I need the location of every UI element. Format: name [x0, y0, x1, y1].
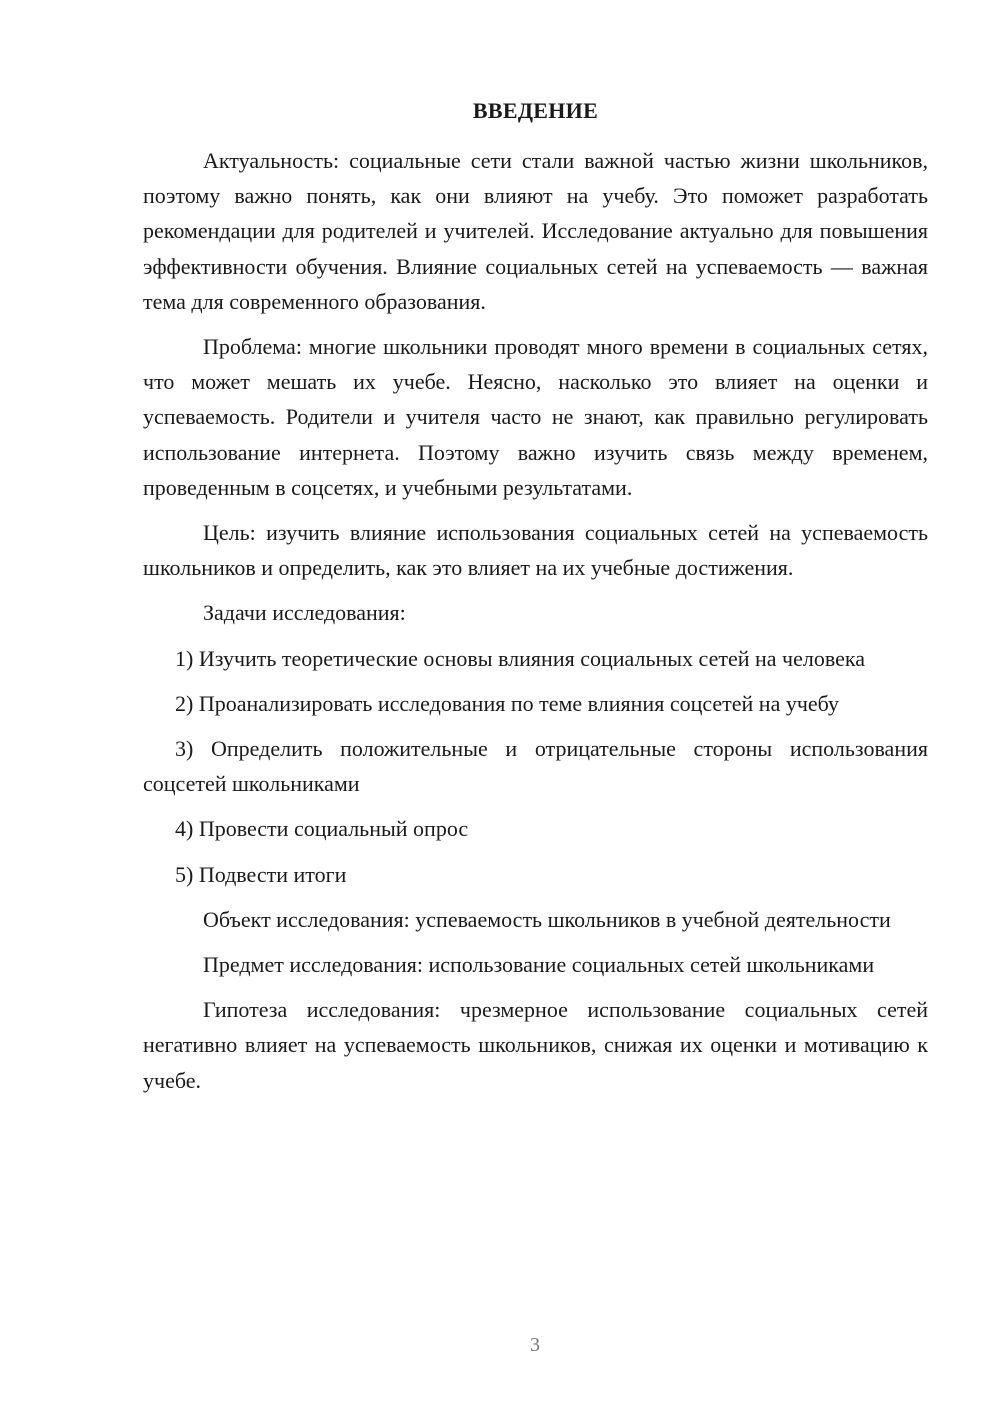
tasks-heading: Задачи исследования: [203, 600, 406, 626]
object-paragraph: Объект исследования: успеваемость школьников в учебной деятельности [203, 906, 891, 932]
task-item-5: 5) Подвести итоги [175, 861, 347, 887]
page-number: 3 [530, 1334, 540, 1356]
task-item-1: 1) Изучить теоретические основы влияния социальных сетей на человека [175, 645, 865, 671]
subject-paragraph: Предмет исследования: использование социальных сетей школьниками [203, 952, 875, 978]
relevance-paragraph: Актуальность: социальные сети стали важной частью жизни школьников, поэтому важно понять, как они влияют на учебу. Это поможет разработать рекомендации для родителей и учителей. Исследование актуально для повышения эффективности обучения. Влияние социальных сетей на успеваемость — важная тема для современного образования. [143, 148, 928, 314]
goal-paragraph: Цель: изучить влияние использования социальных сетей на успеваемость школьников и определить, как это влияет на их учебные достижения. [143, 520, 928, 581]
section-title: ВВЕДЕНИЕ [472, 98, 599, 123]
hypothesis-paragraph: Гипотеза исследования: чрезмерное использование социальных сетей негативно влияет на успеваемость школьников, снижая их оценки и мотивацию к учебе. [143, 997, 928, 1093]
task-item-3: 3) Определить положительные и отрицательные стороны использования соцсетей школьниками [143, 736, 928, 797]
task-item-4: 4) Провести социальный опрос [175, 816, 469, 842]
problem-paragraph: Проблема: многие школьники проводят много времени в социальных сетях, что может мешать их учебе. Неясно, насколько это влияет на оценки и успеваемость. Родители и учителя часто не знают, как правильно регулировать использование интернета. Поэтому важно изучить связь между временем, проведенным в соцсетях, и учебными результатами. [143, 334, 928, 500]
task-item-2: 2) Проанализировать исследования по теме влияния соцсетей на учебу [175, 690, 840, 716]
document-body [143, 143, 928, 1108]
